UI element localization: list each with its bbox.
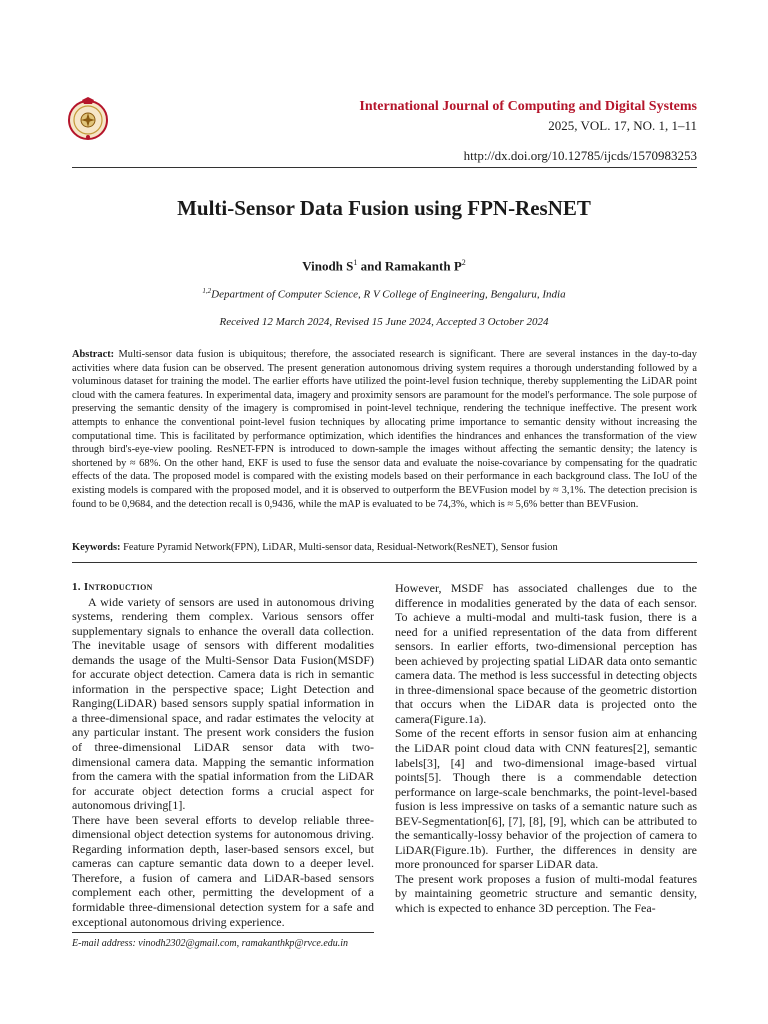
author-2: Ramakanth P [384,258,462,274]
journal-name: International Journal of Computing and Digital Systems [359,99,697,114]
affiliation [0,287,768,301]
doi-link[interactable]: http://dx.doi.org/10.12785/ijcds/1570983253 [463,148,697,163]
university-seal-icon [66,96,110,142]
author-1-affiliation-mark: 1 [353,258,358,267]
body-paragraph: A wide variety of sensors are used in autonomous driving systems, rendering them complex. Various sensors offer supplementary signals to enhance the overall data collection. The inevitable usage of sensors with different modalities demands the usage of the Multi-Sensor Data Fusion(MSDF) for accurate object detection. Camera data is rich in semantic information in the perspective space; Light Detection and Ranging(LiDAR) based sensors supply spatial information in a three-dimensional space, and radar estimates the velocity at any particular instant. The present work considers the fusion of three-dimensional LiDAR sensor data with two-dimensional camera data. Mapping the semantic information from the camera with the spatial information from the LiDAR for accurate object detection forms a crucial aspect for autonomous driving[1]. [72,594,374,813]
section-number: 1. [72,581,81,593]
affiliation-mark: 1,2 [202,287,212,295]
footnote-divider [72,932,374,933]
right-column [395,581,697,916]
keywords [72,542,697,553]
header-divider [72,167,697,168]
author-conjunction: and [360,258,382,274]
keywords-label: Keywords: [72,542,121,553]
section-title: Introduction [83,581,153,593]
paper-title: Multi-Sensor Data Fusion using FPN-ResNET [177,196,591,220]
keywords-divider [72,562,697,563]
body-paragraph: However, MSDF has associated challenges due to the difference in modalities generated by the data of each sensor. To achieve a multi-modal and multi-task fusion, there is a need for a unified representation of the data from different sensors. In earlier efforts, two-dimensional perception has been achieved by projecting spatial LiDAR data onto semantic camera data. The method is less successful in detecting objects in three-dimensional space because of the geometric distortion that occurs when the LiDAR data is projected onto the camera(Figure.1a). [395,581,697,726]
section-heading-introduction [72,580,374,595]
body-paragraph: The present work proposes a fusion of multi-modal features by maintaining geometric structure and semantic density, which is expected to enhance 3D perception. The Fea- [395,871,697,916]
journal-volume-info: 2025, VOL. 17, NO. 1, 1–11 [548,118,697,133]
author-1: Vinodh S [302,258,354,274]
author-2-affiliation-mark: 2 [461,258,466,267]
author-line [0,258,768,274]
abstract-text: Multi-sensor data fusion is ubiquitous; therefore, the associated research is significant. There are several instances in the day-to-day activities where data fusion can be observed. The present generation autonomous driving system requires a thorough understanding followed by a voluminous dataset for training the model. The earlier efforts have utilized the point-level fusion technique, thereby supplementing the LiDAR point cloud with the camera features. In experimental data, imagery and proximity sensors are paramount for the model's performance. The sole purpose of preserving the semantic density of the imagery is compromised in point-level technique, rendering the technique ineffective. The present work attempts to enhance the conventional point-level fusion techniques by allocating prime importance to semantic density without increasing the computational time. This is facilitated by performance optimization, which identifies the hindrances and enhances the transformation of the view through bird's-eye-view pooling. ResNET-FPN is introduced to down-sample the images without affecting the semantic density; the latency is shortened by ≈ 68%. On the other hand, EKF is used to fuse the sensor data and evaluate the noise-covariance by compensating for the quadratic effects of the data. The proposed model is compared with the existing models based on their performance in each background class. The IoU of the existing models is compared with the proposed model, and it is observed to outperform the BEVFusion model by ≈ 3,1%. The detection precision is found to be 0,9684, and the detection recall is 0,9436, while the mAP is evaluated to be 74,3%, which is ≈ 5,6% better than BEVFusion. [72,349,697,510]
footnote-email: E-mail address: vinodh2302@gmail.com, ramakanthkp@rvce.edu.in [72,938,349,949]
affiliation-text: Department of Computer Science, R V College of Engineering, Bengaluru, India [211,288,566,301]
abstract-label: Abstract: [72,349,115,360]
body-paragraph: Some of the recent efforts in sensor fusion aim at enhancing the LiDAR point cloud data with CNN features[2], semantic labels[3], [4] and two-dimensional image-based virtual points[5]. Though there is a commendable detection performance on large-scale benchmarks, the point-level-based fusion is less impressive on tasks of a semantic nature such as BEV-Segmentation[6], [7], [8], [9], which can be attributed to the semantically-lossy behavior of the projection of camera to LiDAR(Figure.1b). Further, the differences in density are more pronounced for sparser LiDAR data. [395,726,697,872]
submission-dates: Received 12 March 2024, Revised 15 June 2024, Accepted 3 October 2024 [219,316,549,328]
abstract [72,348,697,511]
keywords-text: Feature Pyramid Network(FPN), LiDAR, Multi-sensor data, Residual-Network(ResNET), Sensor fusion [123,542,558,553]
body-paragraph: There have been several efforts to develop reliable three-dimensional object detection systems for autonomous driving. Regarding information depth, laser-based sensors excel, but cameras can capture semantic data down to a deeper level. Therefore, a fusion of camera and LiDAR-based sensors complement each other, permitting the development of a formidable three-dimensional detection system for a safe and exceptional autonomous driving experience. [72,812,374,929]
left-column [72,580,374,929]
